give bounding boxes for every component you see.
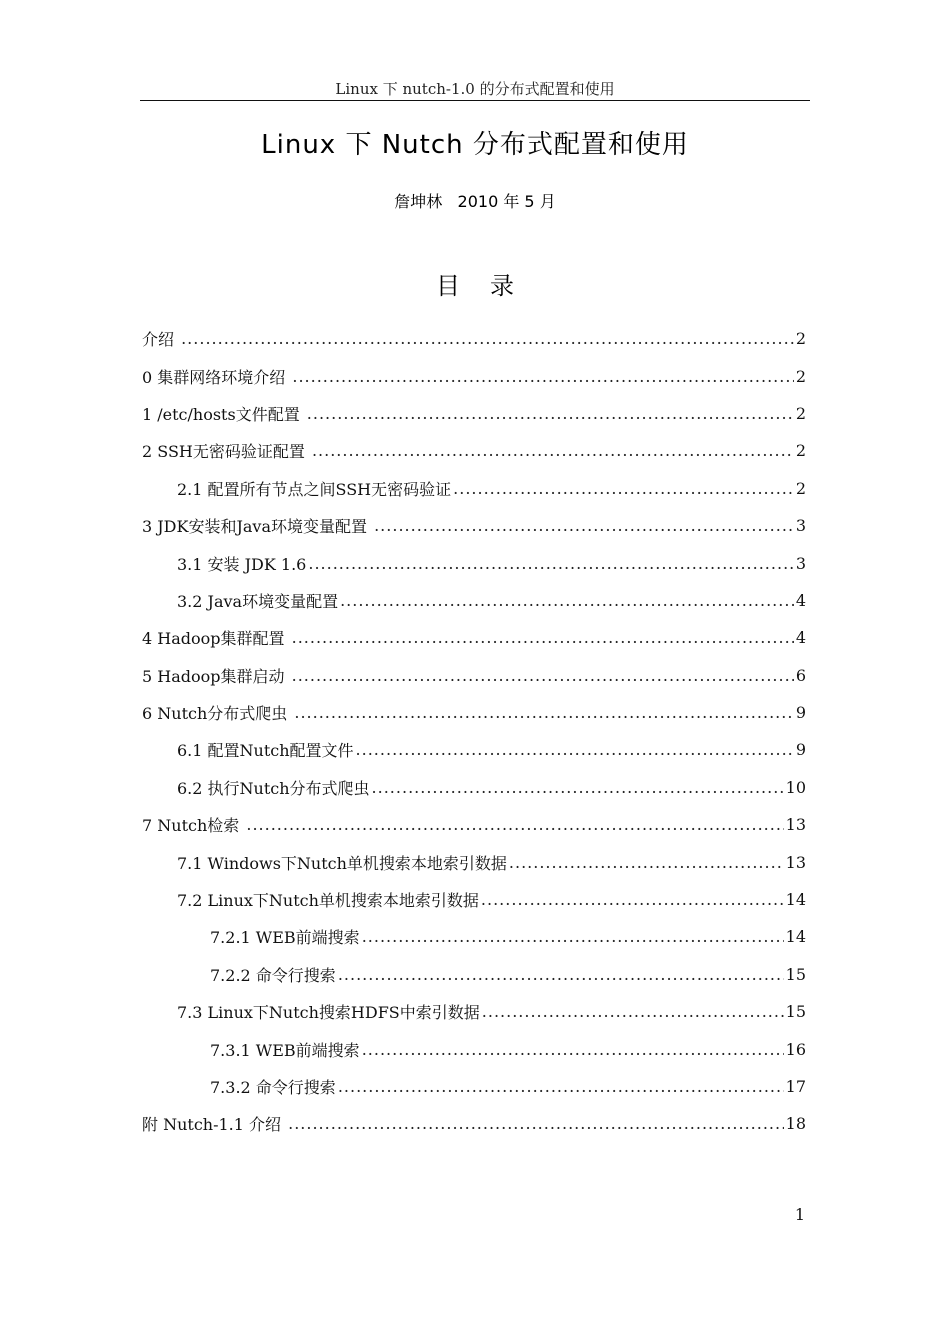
toc-entry-label: 7.2 Linux下Nutch单机搜索本地索引数据 bbox=[177, 891, 479, 911]
toc-entry[interactable] bbox=[142, 657, 806, 694]
toc-entry[interactable] bbox=[142, 806, 806, 843]
toc-entry[interactable] bbox=[142, 694, 806, 731]
toc-entry[interactable] bbox=[142, 918, 806, 955]
author-date-line: 詹坤林 2010 年 5 月 bbox=[394, 192, 556, 211]
toc-entry[interactable] bbox=[142, 357, 806, 394]
toc-dot-leader bbox=[482, 1002, 784, 1021]
toc-entry-label: 介绍 bbox=[142, 330, 180, 350]
toc-entry-label: 5 Hadoop集群启动 bbox=[142, 666, 290, 686]
toc-entry[interactable] bbox=[142, 320, 806, 357]
toc-entry-label: 7.3.2 命令行搜索 bbox=[210, 1078, 336, 1097]
toc-dot-leader bbox=[288, 1114, 784, 1133]
toc-entry-page: 2 bbox=[795, 478, 806, 498]
toc-entry-label: 3 JDK安装和Java环境变量配置 bbox=[142, 517, 373, 537]
toc-entry-page: 3 bbox=[795, 553, 806, 573]
toc-dot-leader bbox=[292, 367, 793, 386]
toc-dot-leader bbox=[312, 441, 794, 460]
toc-entry[interactable] bbox=[142, 731, 806, 768]
toc-entry[interactable] bbox=[142, 769, 806, 806]
toc-entry-page: 2 bbox=[795, 403, 806, 423]
toc-entry-page: 3 bbox=[795, 516, 806, 536]
toc-dot-leader bbox=[356, 740, 794, 759]
toc-entry[interactable] bbox=[142, 470, 806, 507]
toc-entry-page: 9 bbox=[795, 703, 806, 723]
toc-dot-leader bbox=[509, 853, 784, 872]
toc-dot-leader bbox=[181, 329, 794, 348]
toc-entry-page: 2 bbox=[795, 441, 806, 461]
toc-entry-label: 6.1 配置Nutch配置文件 bbox=[177, 741, 354, 761]
toc-entry[interactable] bbox=[142, 619, 806, 656]
toc-entry-label: 2.1 配置所有节点之间SSH无密码验证 bbox=[177, 479, 452, 499]
document-title: Linux 下 Nutch 分布式配置和使用 bbox=[261, 130, 689, 160]
toc-entry-label: 6 Nutch分布式爬虫 bbox=[142, 704, 293, 724]
toc-dot-leader bbox=[338, 1077, 784, 1096]
toc-dot-leader bbox=[246, 815, 783, 834]
toc-entry-label: 7.2.2 命令行搜索 bbox=[210, 965, 336, 985]
toc-entry-label: 7.1 Windows下Nutch单机搜索本地索引数据 bbox=[177, 853, 507, 873]
toc-dot-leader bbox=[292, 628, 794, 647]
toc-entry-page: 2 bbox=[795, 366, 806, 386]
toc-entry[interactable] bbox=[142, 993, 806, 1030]
toc-entry-page: 17 bbox=[785, 1077, 806, 1096]
toc-entry-page: 18 bbox=[785, 1114, 806, 1134]
toc-entry-page: 15 bbox=[785, 1002, 806, 1022]
toc-entry[interactable] bbox=[142, 544, 806, 581]
toc-dot-leader bbox=[374, 516, 794, 535]
toc-entry-page: 16 bbox=[785, 1039, 806, 1059]
toc-entry[interactable] bbox=[142, 1105, 806, 1142]
toc-entry-page: 10 bbox=[785, 777, 806, 797]
toc-entry[interactable] bbox=[142, 1030, 806, 1067]
toc-dot-leader bbox=[294, 703, 793, 722]
toc-entry[interactable] bbox=[142, 432, 806, 469]
toc-entry-label: 0 集群网络环境介绍 bbox=[142, 367, 291, 387]
toc-entry-page: 6 bbox=[795, 665, 806, 685]
toc-entry[interactable] bbox=[142, 1068, 806, 1105]
toc-entry-page: 13 bbox=[785, 852, 806, 872]
toc-dot-leader bbox=[453, 479, 794, 498]
toc-dot-leader bbox=[308, 554, 793, 573]
toc-dot-leader bbox=[362, 927, 784, 946]
toc-entry-page: 4 bbox=[795, 628, 806, 648]
toc-entry-label: 4 Hadoop集群配置 bbox=[142, 629, 290, 649]
toc-entry-page: 13 bbox=[785, 815, 806, 835]
toc-entry-label: 2 SSH无密码验证配置 bbox=[142, 442, 310, 462]
toc-dot-leader bbox=[307, 404, 794, 423]
running-header: Linux 下 nutch-1.0 的分布式配置和使用 bbox=[335, 80, 615, 98]
toc-entry-page: 4 bbox=[795, 590, 806, 610]
toc-entry[interactable] bbox=[142, 843, 806, 880]
toc-entry[interactable] bbox=[142, 582, 806, 619]
toc-entry-label: 6.2 执行Nutch分布式爬虫 bbox=[177, 778, 370, 798]
toc-entry-page: 15 bbox=[785, 964, 806, 984]
page-number: 1 bbox=[794, 1205, 805, 1224]
toc-dot-leader bbox=[292, 666, 794, 685]
toc-entry-page: 9 bbox=[795, 740, 806, 760]
toc-entry-label: 7.3.1 WEB前端搜索 bbox=[210, 1040, 360, 1060]
toc-entry[interactable] bbox=[142, 395, 806, 432]
toc-entry-label: 7.2.1 WEB前端搜索 bbox=[210, 928, 360, 948]
toc-entry-label: 3.1 安装 JDK 1.6 bbox=[177, 554, 307, 574]
header-rule bbox=[140, 100, 810, 101]
toc-entry[interactable] bbox=[142, 507, 806, 544]
toc-dot-leader bbox=[340, 591, 794, 610]
toc-entry[interactable] bbox=[142, 881, 806, 918]
table-of-contents bbox=[142, 320, 806, 1143]
toc-entry-page: 14 bbox=[785, 890, 806, 910]
toc-dot-leader bbox=[372, 778, 784, 797]
toc-dot-leader bbox=[362, 1040, 784, 1059]
toc-entry-page: 2 bbox=[795, 329, 806, 349]
toc-entry-label: 7 Nutch检索 bbox=[142, 816, 245, 836]
toc-entry-label: 1 /etc/hosts文件配置 bbox=[142, 404, 305, 424]
toc-heading: 目录 bbox=[436, 272, 544, 300]
toc-dot-leader bbox=[338, 965, 784, 984]
toc-dot-leader bbox=[481, 890, 784, 909]
toc-entry[interactable] bbox=[142, 956, 806, 993]
toc-entry-label: 7.3 Linux下Nutch搜索HDFS中索引数据 bbox=[177, 1003, 480, 1023]
toc-entry-label: 附 Nutch-1.1 介绍 bbox=[142, 1115, 287, 1135]
toc-entry-page: 14 bbox=[785, 927, 806, 947]
toc-entry-label: 3.2 Java环境变量配置 bbox=[177, 591, 339, 611]
